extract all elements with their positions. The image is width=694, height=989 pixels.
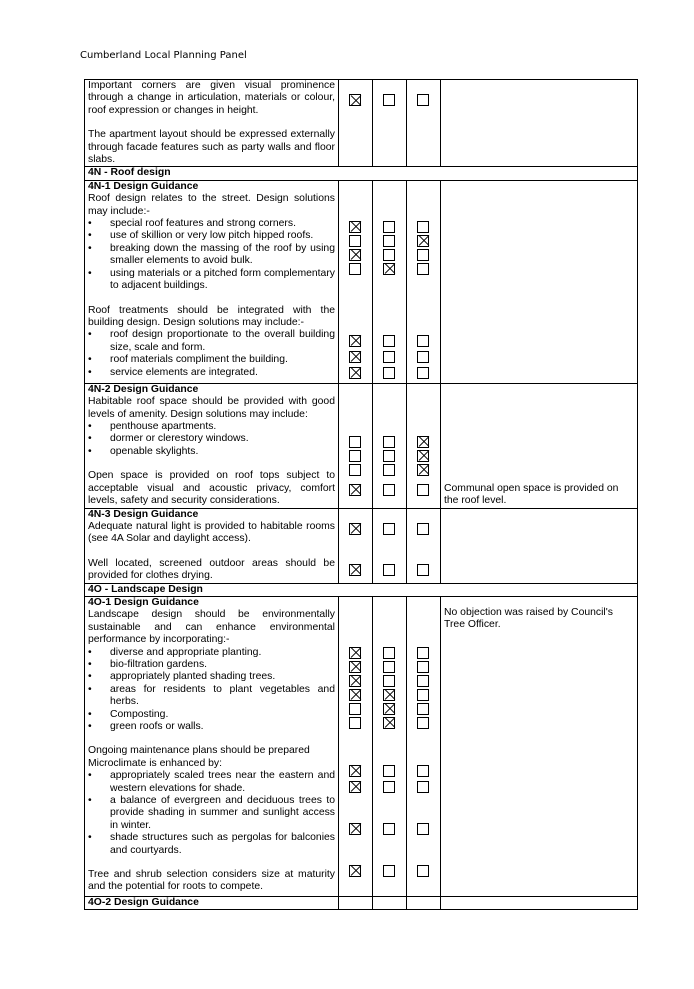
- checkbox[interactable]: [417, 865, 429, 877]
- checkbox[interactable]: [383, 235, 395, 247]
- checkbox[interactable]: [383, 865, 395, 877]
- checkbox[interactable]: [383, 564, 395, 576]
- checkbox[interactable]: [349, 717, 361, 729]
- checkbox[interactable]: [349, 781, 361, 793]
- comment-cell: No objection was raised by Council's Tree Officer.: [441, 596, 638, 896]
- checkbox[interactable]: [417, 703, 429, 715]
- checkbox[interactable]: [417, 221, 429, 233]
- checkbox[interactable]: [349, 675, 361, 687]
- checkbox[interactable]: [417, 94, 429, 106]
- checkbox[interactable]: [383, 717, 395, 729]
- checkbox[interactable]: [349, 661, 361, 673]
- checkbox[interactable]: [383, 450, 395, 462]
- design-guidance-table: [84, 79, 638, 910]
- checkbox[interactable]: [383, 351, 395, 363]
- comment-cell: [441, 508, 638, 583]
- checkbox[interactable]: [417, 523, 429, 535]
- checkbox[interactable]: [349, 450, 361, 462]
- comment-cell: [441, 80, 638, 167]
- check-col-1: [339, 896, 373, 909]
- checkbox[interactable]: [383, 335, 395, 347]
- checkbox[interactable]: [349, 235, 361, 247]
- table-row: [85, 596, 638, 896]
- checkbox[interactable]: [383, 765, 395, 777]
- guidance-cell: 4O-2 Design Guidance: [85, 896, 339, 909]
- comment-cell: Communal open space is provided on the roof level.: [441, 383, 638, 508]
- comment-cell: [441, 180, 638, 383]
- checkbox[interactable]: [383, 661, 395, 673]
- checkbox[interactable]: [349, 703, 361, 715]
- checkbox[interactable]: [349, 263, 361, 275]
- checkbox[interactable]: [349, 351, 361, 363]
- check-col-1: [339, 383, 373, 508]
- checkbox[interactable]: [349, 464, 361, 476]
- checkbox[interactable]: [349, 564, 361, 576]
- check-col-2: [373, 596, 407, 896]
- check-col-2: [373, 180, 407, 383]
- checkbox[interactable]: [417, 436, 429, 448]
- checkbox[interactable]: [383, 675, 395, 687]
- guidance-cell: 4N-1 Design Guidance Roof design relates to the street. Design solutions may include:- • special roof features and strong corners. • use of skillion or very low pitch hipped roofs. • breaking down the massing of the roof by using smaller elements to avoid bulk. • using materials or a pitched form complementary to adjacent buildings. Roof treatments should be integrated with the building design. Design solutions may include:- • roof design proportionate to the overall building size, scale and form. • roof materials compliment the building. • service elements are integrated.: [85, 180, 339, 383]
- checkbox[interactable]: [417, 235, 429, 247]
- checkbox[interactable]: [349, 249, 361, 261]
- checkbox[interactable]: [417, 647, 429, 659]
- checkbox[interactable]: [383, 647, 395, 659]
- check-col-2: [373, 383, 407, 508]
- check-col-3: [407, 180, 441, 383]
- table-row: [85, 508, 638, 583]
- table-row: [85, 180, 638, 383]
- check-col-1: [339, 596, 373, 896]
- checkbox[interactable]: [417, 464, 429, 476]
- checkbox[interactable]: [383, 823, 395, 835]
- checkbox[interactable]: [383, 221, 395, 233]
- section-row: [85, 167, 638, 180]
- guidance-cell: 4N-2 Design Guidance Habitable roof space should be provided with good levels of amenity. Design solutions may include: • penthouse apartments. • dormer or clerestory windows. • openable skylights. Open space is provided on roof tops subject to acceptable visual and acoustic privacy, comfort levels, safety and security considerations.: [85, 383, 339, 508]
- check-col-3: [407, 596, 441, 896]
- checkbox[interactable]: [349, 484, 361, 496]
- checkbox[interactable]: [417, 367, 429, 379]
- checkbox[interactable]: [383, 249, 395, 261]
- checkbox[interactable]: [417, 450, 429, 462]
- checkbox[interactable]: [383, 689, 395, 701]
- checkbox[interactable]: [383, 464, 395, 476]
- checkbox[interactable]: [417, 717, 429, 729]
- guidance-cell: 4N-3 Design Guidance Adequate natural light is provided to habitable rooms (see 4A Solar and daylight access). Well located, screened outdoor areas should be provided for clothes drying.: [85, 508, 339, 583]
- checkbox[interactable]: [349, 865, 361, 877]
- checkbox[interactable]: [417, 484, 429, 496]
- table-row: [85, 383, 638, 508]
- page-header: Cumberland Local Planning Panel: [80, 50, 247, 61]
- checkbox[interactable]: [349, 823, 361, 835]
- check-col-1: [339, 80, 373, 167]
- comment-cell: [441, 896, 638, 909]
- checkbox[interactable]: [349, 689, 361, 701]
- check-col-1: [339, 180, 373, 383]
- checkbox[interactable]: [383, 523, 395, 535]
- check-col-2: [373, 896, 407, 909]
- table-row: [85, 896, 638, 909]
- checkbox[interactable]: [349, 523, 361, 535]
- section-heading: 4O - Landscape Design: [85, 583, 638, 596]
- checkbox[interactable]: [349, 765, 361, 777]
- check-col-1: [339, 508, 373, 583]
- checkbox[interactable]: [383, 263, 395, 275]
- checkbox[interactable]: [417, 689, 429, 701]
- checkbox[interactable]: [349, 367, 361, 379]
- checkbox[interactable]: [417, 335, 429, 347]
- checkbox[interactable]: [417, 765, 429, 777]
- checkbox[interactable]: [383, 367, 395, 379]
- check-col-2: [373, 80, 407, 167]
- checkbox[interactable]: [417, 823, 429, 835]
- checkbox[interactable]: [417, 263, 429, 275]
- checkbox[interactable]: [383, 781, 395, 793]
- section-heading: 4N - Roof design: [85, 167, 638, 180]
- checkbox[interactable]: [383, 484, 395, 496]
- checkbox[interactable]: [417, 351, 429, 363]
- table-row: [85, 80, 638, 167]
- checkbox[interactable]: [383, 94, 395, 106]
- checkbox[interactable]: [417, 249, 429, 261]
- checkbox[interactable]: [349, 647, 361, 659]
- check-col-3: [407, 383, 441, 508]
- check-col-3: [407, 80, 441, 167]
- checkbox[interactable]: [349, 94, 361, 106]
- guidance-cell: 4O-1 Design Guidance Landscape design should be environmentally sustainable and can enhance environmental performance by incorporating:- • diverse and appropriate planting. • bio-filtration gardens. • appropriately planted shading trees. • areas for residents to plant vegetables and herbs. • Composting. • green roofs or walls. Ongoing maintenance plans should be prepared Microclimate is enhanced by: • appropriately scaled trees near the eastern and western elevations for shade. • a balance of evergreen and deciduous trees to provide shading in summer and sunlight access in winter. • shade structures such as pergolas for balconies and courtyards. Tree and shrub selection considers size at maturity and the potential for roots to compete.: [85, 596, 339, 896]
- checkbox[interactable]: [417, 661, 429, 673]
- checkbox[interactable]: [417, 781, 429, 793]
- checkbox[interactable]: [383, 436, 395, 448]
- checkbox[interactable]: [349, 221, 361, 233]
- checkbox[interactable]: [383, 703, 395, 715]
- check-col-3: [407, 896, 441, 909]
- checkbox[interactable]: [349, 436, 361, 448]
- check-col-3: [407, 508, 441, 583]
- check-col-2: [373, 508, 407, 583]
- section-row: [85, 583, 638, 596]
- checkbox[interactable]: [417, 564, 429, 576]
- checkbox[interactable]: [417, 675, 429, 687]
- checkbox[interactable]: [349, 335, 361, 347]
- guidance-cell: Important corners are given visual prominence through a change in articulation, materials or colour, roof expression or changes in height. The apartment layout should be expressed externally through facade features such as party walls and floor slabs.: [85, 80, 339, 167]
